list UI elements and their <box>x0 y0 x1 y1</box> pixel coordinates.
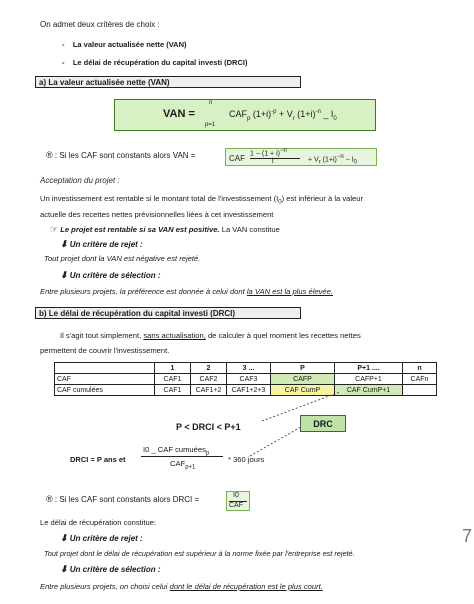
table-cell: CAF cumulées <box>55 385 155 396</box>
van-constant-note: ® : Si les CAF sont constants alors VAN = <box>46 150 196 160</box>
table-cell: CAF CumP+1 <box>335 385 403 396</box>
van-rejection-text: Tout projet dont la VAN est négative est rejeté. <box>44 254 201 263</box>
table-cell: n <box>403 363 437 374</box>
drci-formula-rhs: * 360 jours <box>228 455 265 464</box>
drci-rejection-title: ⬇ Un critère de rejet : <box>60 533 143 543</box>
table-cell: CAF1+2 <box>191 385 227 396</box>
table-cell: P <box>271 363 335 374</box>
drci-formula-num: I0 _ CAF cumuées$_p$ <box>143 445 210 457</box>
table-cell: P+1 .... <box>335 363 403 374</box>
drci-formula-lhs: DRCI = P ans et <box>70 455 126 464</box>
note-icon: ® <box>46 494 53 504</box>
page-number: 7 <box>462 526 473 546</box>
criterion-1: - La valeur actualisée nette (VAN) <box>62 40 187 49</box>
table-cell: CAF1+2+3 <box>227 385 271 396</box>
drci-constant-note: ® : Si les CAF sont constants alors DRCI = <box>46 494 200 504</box>
sum-lower: p=1 <box>205 122 216 128</box>
table-cell: CAF3 <box>227 374 271 385</box>
drci-para-1: Il s'agit tout simplement, sans actualisation, de calculer à quel moment les recettes nettes <box>60 331 361 340</box>
van-rule: ☞ Le projet est rentable si sa VAN est positive. La VAN constitue <box>50 224 280 234</box>
van-body: $CAF_p$ $(1+i)^{-p} + V_r$ $(1+i)^{-n}$ _ $I_0$ <box>229 109 337 122</box>
table-cell: CAF1 <box>155 374 191 385</box>
table-cell: CAFn <box>403 374 437 385</box>
section-b-header: b) Le délai de récupération du capital investi (DRCI) <box>35 307 301 319</box>
table-cell: 3 ... <box>227 363 271 374</box>
van-rejection-title: ⬇ Un critère de rejet : <box>60 239 143 249</box>
table-cell: CAF1 <box>155 385 191 396</box>
drci-selection-title: ⬇ Un critère de sélection : <box>60 564 161 574</box>
criterion-2: - Le délai de récupération du capital investi (DRCI) <box>62 58 248 67</box>
table-cell: 2 <box>191 363 227 374</box>
acceptation-line-1: Un investissement est rentable si le montant total de l'investissement $(I_0)$ est inférieur à la valeur <box>40 194 364 206</box>
pointing-hand-icon: ☞ <box>50 224 59 234</box>
sum-upper: n <box>209 100 213 106</box>
drci-para-2: permettent de couvrir l'investissement. <box>40 346 170 355</box>
van-selection-title: ⬇ Un critère de sélection : <box>60 270 161 280</box>
drci-selection-text: Entre plusieurs projets, on choisi celui dont le délai de récupération est le plus court. <box>40 582 323 591</box>
table-cell: CAFP <box>271 374 335 385</box>
drci-rejection-text: Tout projet dont le délai de récupération est supérieur à la norme fixée par l'entreprise est rejeté. <box>44 549 355 558</box>
arrow-bullet-icon: ⬇ <box>60 533 68 543</box>
acceptation-line-2: actuelle des recettes nettes prévisionnelles liées à cet investissement <box>40 210 274 219</box>
van-selection-text: Entre plusieurs projets, la préférence est donnée à celui dont la VAN est la plus élevée. <box>40 287 333 296</box>
drci-constitutes: Le délai de récupération constitue: <box>40 518 157 527</box>
arrow-bullet-icon: ⬇ <box>60 270 68 280</box>
drci-inequality: P < DRCI < P+1 <box>176 422 241 432</box>
fraction-line <box>141 456 223 457</box>
drci-formula-den: $CAF_{p+1}$ <box>170 459 196 471</box>
drc-label-box: DRC <box>300 415 346 432</box>
arrow-bullet-icon: ⬇ <box>60 239 68 249</box>
acceptation-title: Acceptation du projet : <box>40 176 120 185</box>
table-cell: 1 <box>155 363 191 374</box>
drci-constant-formula: I0 CAF <box>226 491 250 511</box>
van-lhs: VAN = <box>163 108 195 120</box>
table-cell: CAF <box>55 374 155 385</box>
intro-text: On admet deux critères de choix : <box>40 20 160 29</box>
arrow-bullet-icon: ⬇ <box>60 564 68 574</box>
table-cell: CAFP+1 <box>335 374 403 385</box>
section-a-header: a) La valeur actualisée nette (VAN) <box>35 76 301 88</box>
van-constant-formula: CAF $1 - (1 + i)^{-n}$ i + $V_r$ $(1+i)^{-n} - I_0$ <box>225 148 377 166</box>
table-cell: CAF CumP <box>271 385 335 396</box>
table-cell: CAF2 <box>191 374 227 385</box>
note-icon: ® <box>46 150 53 160</box>
